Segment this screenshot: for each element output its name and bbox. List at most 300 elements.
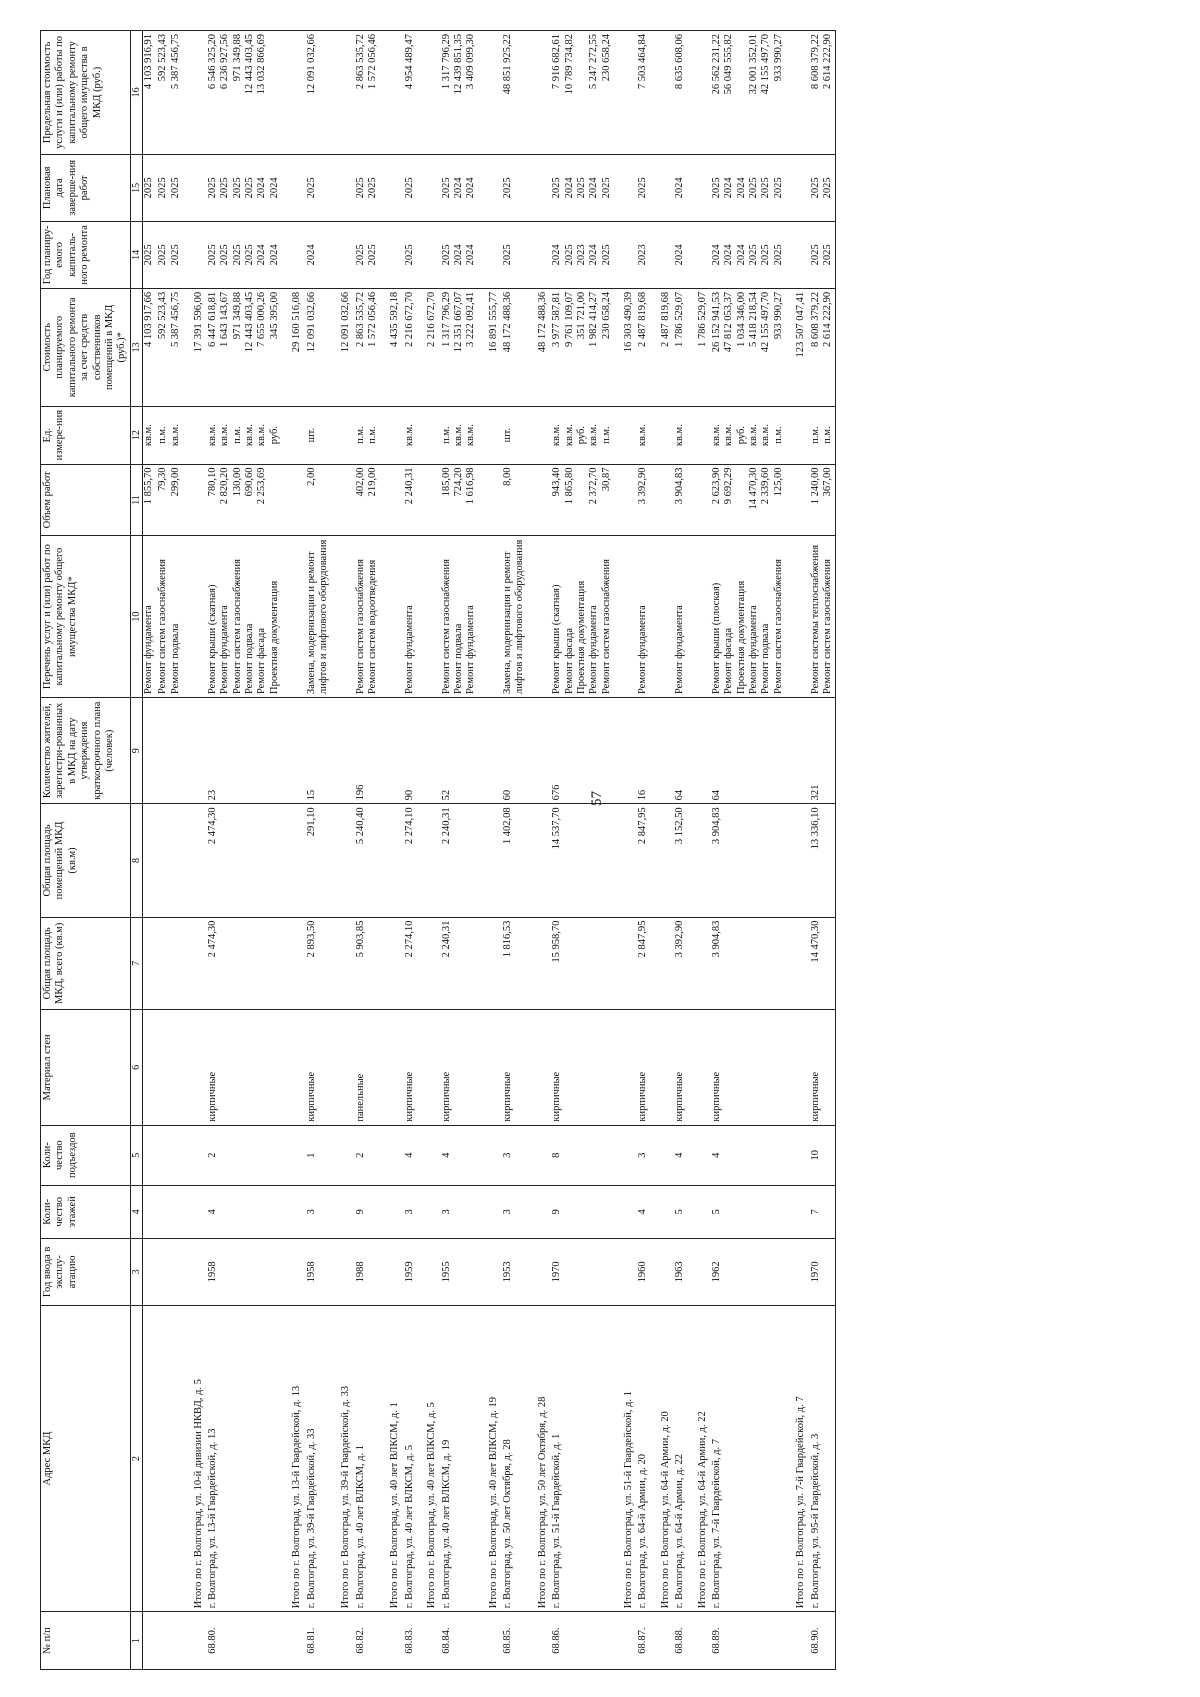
cell-col-3: 1958 (206, 1238, 282, 1305)
cell-line: 592 523,43 (156, 291, 168, 340)
cell-col-1 (331, 1612, 353, 1670)
cell-line: 2 372,70 (588, 467, 600, 505)
cell-line: 2024 (452, 177, 464, 199)
cell-line: Ремонт фасада (723, 628, 735, 695)
cell-line: 2025 (760, 244, 772, 266)
cell-line: шт. (305, 427, 317, 443)
cell-col-14 (614, 221, 636, 288)
cell-col-1: 68.90. (809, 1612, 836, 1670)
cell-line: 2025 (748, 177, 760, 199)
cell-line: 2024 (674, 244, 686, 266)
cell-col-11 (809, 464, 836, 536)
cell-line: 943,40 (551, 467, 563, 497)
cell-col-1 (614, 1612, 636, 1670)
cell-line: 2025 (143, 177, 155, 199)
cell-col-15 (651, 154, 673, 221)
cell-col-15 (550, 154, 614, 221)
cell-col-1 (170, 1612, 183, 1670)
cell-line: Ремонт фундамента (748, 605, 760, 695)
cell-col-15 (479, 154, 501, 221)
cell-col-16 (282, 31, 304, 155)
cell-line: 125,00 (772, 467, 784, 497)
cell-line: 2023 (575, 244, 587, 266)
cell-line: 10 789 734,82 (563, 34, 575, 95)
cell-line: Ремонт систем газоснабжения (440, 559, 452, 695)
cell-line: 2025 (156, 244, 168, 266)
cell-col-11 (157, 464, 170, 536)
cell-line: Ремонт подвала (244, 623, 256, 695)
cell-col-10 (528, 536, 550, 698)
cell-col-10 (417, 536, 439, 698)
cell-col-1 (651, 1612, 673, 1670)
cell-col-7 (380, 917, 402, 1009)
total-row (417, 31, 439, 1670)
cell-line: 2025 (772, 177, 784, 199)
cell-col-13 (305, 288, 332, 406)
cell-line: 2025 (637, 177, 649, 199)
cell-col-11 (206, 464, 282, 536)
cell-col-4: 5 (673, 1185, 687, 1238)
cell-col-10 (614, 536, 636, 698)
cell-col-6: кирпичные (501, 1010, 528, 1126)
table-row (305, 31, 332, 1670)
cell-col-7: 2 847,95 (636, 917, 650, 1009)
cell-col-9 (380, 698, 402, 804)
cell-line: 6 236 927,56 (219, 34, 231, 90)
cell-col-15 (305, 154, 332, 221)
cell-line: 5 247 272,55 (588, 34, 600, 90)
cell-line (736, 34, 748, 151)
cell-line: 2024 (723, 244, 735, 266)
cell-line: 2 216 672,70 (426, 291, 438, 347)
cell-line: 2025 (219, 177, 231, 199)
cell-line: 2,00 (305, 467, 317, 486)
cell-col-12 (809, 406, 836, 464)
cell-col-5: 8 (550, 1125, 614, 1185)
column-number-6: 6 (130, 1010, 143, 1126)
cell-line: Ремонт систем газоснабжения (821, 559, 833, 695)
cell-col-2: г. Волгоград, ул. 51-й Гвардейской, д. 1 (550, 1305, 614, 1611)
cell-line: 2 820,20 (219, 467, 231, 505)
cell-col-7 (331, 917, 353, 1009)
total-row (479, 31, 501, 1670)
cell-col-13 (501, 288, 528, 406)
cell-col-16 (403, 31, 417, 155)
cell-col-4 (170, 1185, 183, 1238)
cell-col-9: 15 (305, 698, 332, 804)
cell-col-6 (170, 1010, 183, 1126)
cell-col-5 (282, 1125, 304, 1185)
cell-line: 2024 (256, 244, 268, 266)
cell-line: 8 608 379,22 (809, 34, 821, 90)
column-number-row (130, 31, 143, 1670)
cell-col-12 (614, 406, 636, 464)
cell-line: 2 863 535,72 (354, 34, 366, 90)
cell-col-16 (673, 31, 687, 155)
cell-col-2: Итого по г. Волгоград, ул. 10-й дивизии НКВД, д. 5 (184, 1305, 206, 1611)
cell-line: 1 616,98 (465, 467, 477, 505)
cell-line: Ремонт фундамента (465, 605, 477, 695)
column-header-16: Предельная стоимость услуги и (или) работы по капитальному ремонту общего имущества в МКД (руб.) (41, 31, 131, 155)
cell-col-5 (143, 1125, 157, 1185)
cell-line: Замена, модернизация и ремонт лифтов и лифтового оборудования (305, 539, 329, 695)
cell-col-11 (501, 464, 528, 536)
column-header-14: Год планиру-емого капиталь-ного ремонта (41, 221, 131, 288)
cell-col-16 (651, 31, 673, 155)
cell-col-14 (786, 221, 808, 288)
cell-col-14 (282, 221, 304, 288)
cell-line: Ремонт фундамента (219, 605, 231, 695)
column-header-3: Год ввода в эксплу-атацию (41, 1238, 131, 1305)
column-number-11: 11 (130, 464, 143, 536)
cell-col-8 (170, 804, 183, 917)
cell-line: 2 863 535,72 (354, 291, 366, 347)
cell-col-3: 1958 (305, 1238, 332, 1305)
cell-col-2: Итого по г. Волгоград, ул. 40 лет ВЛКСМ, д. 19 (479, 1305, 501, 1611)
cell-col-1: 68.82. (354, 1612, 381, 1670)
cell-line: 1 865,80 (563, 467, 575, 505)
cell-line: 12 091 032,66 (340, 291, 352, 353)
cell-line: 780,10 (206, 467, 218, 497)
cell-col-8: 2 240,31 (440, 804, 479, 917)
cell-line: 4 103 916,91 (143, 34, 155, 90)
cell-line: Ремонт системы теплоснабжения (809, 544, 821, 695)
cell-col-5: 3 (501, 1125, 528, 1185)
cell-col-11 (528, 464, 550, 536)
cell-col-1: 68.89. (710, 1612, 786, 1670)
cell-col-2: Итого по г. Волгоград, ул. 7-й Гвардейской, д. 7 (786, 1305, 808, 1611)
cell-line (269, 34, 281, 151)
cell-col-15 (380, 154, 402, 221)
cell-col-15 (417, 154, 439, 221)
cell-col-9 (331, 698, 353, 804)
cell-col-14 (380, 221, 402, 288)
cell-line: 2 623,90 (710, 467, 722, 505)
cell-line: 1 643 143,67 (219, 291, 231, 347)
cell-col-6: кирпичные (550, 1010, 614, 1126)
cell-col-13 (417, 288, 439, 406)
cell-col-7: 3 904,83 (710, 917, 786, 1009)
cell-col-13 (331, 288, 353, 406)
cell-line: п.м. (156, 426, 168, 444)
cell-col-2: г. Волгоград, ул. 64-й Армии, д. 20 (636, 1305, 650, 1611)
cell-col-12 (282, 406, 304, 464)
cell-col-5 (786, 1125, 808, 1185)
cell-line: 2 614 222,90 (821, 34, 833, 90)
cell-col-11 (380, 464, 402, 536)
cell-line: 2024 (465, 177, 477, 199)
page-number: 57 (589, 791, 605, 806)
cell-line: 2024 (551, 244, 563, 266)
cell-col-11 (440, 464, 479, 536)
cell-line: 12 439 851,35 (452, 34, 464, 95)
cell-line: 3 222 092,41 (465, 291, 477, 347)
cell-col-1 (380, 1612, 402, 1670)
cell-col-5 (614, 1125, 636, 1185)
total-row (380, 31, 402, 1670)
cell-col-15 (354, 154, 381, 221)
cell-col-1 (688, 1612, 710, 1670)
cell-col-16 (380, 31, 402, 155)
cell-col-1 (282, 1612, 304, 1670)
cell-line: Ремонт подвала (452, 623, 464, 695)
cell-col-16 (614, 31, 636, 155)
cell-col-11 (786, 464, 808, 536)
cell-col-2 (157, 1305, 170, 1611)
cell-col-6 (688, 1010, 710, 1126)
cell-col-15 (206, 154, 282, 221)
cell-col-3: 1960 (636, 1238, 650, 1305)
cell-col-6 (479, 1010, 501, 1126)
cell-col-3: 1959 (403, 1238, 417, 1305)
cell-col-8: 3 152,50 (673, 804, 687, 917)
cell-col-1: 68.87. (636, 1612, 650, 1670)
column-number-1: 1 (130, 1612, 143, 1670)
column-header-11: Объем работ (41, 464, 131, 536)
cell-col-16 (170, 31, 183, 155)
cell-line (736, 468, 748, 533)
cell-col-13 (184, 288, 206, 406)
cell-col-10 (184, 536, 206, 698)
cell-col-3 (528, 1238, 550, 1305)
cell-line: 2025 (821, 177, 833, 199)
cell-line: 971 349,88 (231, 291, 243, 340)
cell-line: кв.м. (256, 424, 268, 447)
capital-repair-table (40, 30, 836, 1670)
cell-col-13 (170, 288, 183, 406)
cell-col-6 (786, 1010, 808, 1126)
cell-col-14 (417, 221, 439, 288)
cell-line: 1 572 056,46 (367, 291, 379, 347)
cell-line: 2025 (748, 244, 760, 266)
cell-col-13 (354, 288, 381, 406)
cell-col-16 (528, 31, 550, 155)
cell-col-13 (380, 288, 402, 406)
cell-line: 16 303 490,39 (623, 291, 635, 353)
cell-col-16 (786, 31, 808, 155)
cell-col-11 (479, 464, 501, 536)
cell-line: 367,00 (821, 467, 833, 497)
cell-col-1 (786, 1612, 808, 1670)
cell-col-2: г. Волгоград, ул. 7-й Гвардейской, д. 7 (710, 1305, 786, 1611)
cell-col-9: 60 (501, 698, 528, 804)
table-row (809, 31, 836, 1670)
cell-col-5 (651, 1125, 673, 1185)
cell-col-9: 196 (354, 698, 381, 804)
cell-col-15 (440, 154, 479, 221)
cell-col-5 (417, 1125, 439, 1185)
table-row (710, 31, 786, 1670)
cell-col-5: 10 (809, 1125, 836, 1185)
cell-line: 2025 (219, 244, 231, 266)
cell-col-11 (688, 464, 710, 536)
cell-col-8: 3 904,83 (710, 804, 786, 917)
column-header-15: Плановая дата заверше-ния работ (41, 154, 131, 221)
cell-line: 2025 (502, 244, 514, 266)
cell-line: 2025 (551, 177, 563, 199)
cell-col-2: Итого по г. Волгоград, ул. 50 лет Октября, д. 28 (528, 1305, 550, 1611)
cell-col-12 (184, 406, 206, 464)
cell-col-9 (688, 698, 710, 804)
cell-col-3: 1970 (550, 1238, 614, 1305)
cell-line: 47 812 053,37 (723, 291, 735, 353)
cell-col-4 (614, 1185, 636, 1238)
cell-col-7 (614, 917, 636, 1009)
cell-col-4: 3 (501, 1185, 528, 1238)
cell-line: кв.м. (760, 424, 772, 447)
cell-line: 933 990,27 (772, 34, 784, 82)
cell-col-1: 68.80. (206, 1612, 282, 1670)
cell-col-8 (688, 804, 710, 917)
cell-col-9 (143, 698, 157, 804)
cell-col-11 (417, 464, 439, 536)
cell-line: 185,00 (440, 467, 452, 497)
cell-line: кв.м. (403, 424, 415, 447)
cell-line: 56 049 555,82 (723, 34, 735, 95)
cell-col-14 (673, 221, 687, 288)
cell-col-3 (282, 1238, 304, 1305)
cell-col-12 (170, 406, 183, 464)
cell-col-7: 14 470,30 (809, 917, 836, 1009)
cell-line: 2025 (403, 177, 415, 199)
cell-col-6 (184, 1010, 206, 1126)
cell-col-6 (157, 1010, 170, 1126)
cell-line: 4 954 489,47 (403, 34, 415, 90)
cell-col-16 (809, 31, 836, 155)
cell-col-11 (403, 464, 417, 536)
cell-col-16 (417, 31, 439, 155)
cell-line: 2024 (588, 177, 600, 199)
cell-col-4: 9 (354, 1185, 381, 1238)
cell-line: 2025 (772, 244, 784, 266)
cell-col-15 (528, 154, 550, 221)
cell-col-16 (636, 31, 650, 155)
cell-line: Ремонт систем газоснабжения (231, 559, 243, 695)
cell-line: п.м. (600, 426, 612, 444)
cell-col-6 (143, 1010, 157, 1126)
cell-col-13 (440, 288, 479, 406)
cell-col-13 (688, 288, 710, 406)
cell-col-14 (710, 221, 786, 288)
cell-col-10 (710, 536, 786, 698)
cell-col-13 (550, 288, 614, 406)
cell-line: 2025 (809, 177, 821, 199)
cell-line: 14 470,30 (748, 467, 760, 510)
column-header-10: Перечень услуг и (или) работ по капитальному ремонту общего имущества МКД* (41, 536, 131, 698)
cell-line: 2024 (305, 244, 317, 266)
cell-line: руб. (268, 426, 280, 445)
cell-col-3 (688, 1238, 710, 1305)
column-number-5: 5 (130, 1125, 143, 1185)
cell-col-5 (184, 1125, 206, 1185)
cell-line: 2025 (403, 244, 415, 266)
cell-col-3 (786, 1238, 808, 1305)
total-row (651, 31, 673, 1670)
cell-line: 12 091 032,66 (305, 34, 317, 95)
cell-col-4 (331, 1185, 353, 1238)
cell-col-8: 2 474,30 (206, 804, 282, 917)
cell-col-12 (380, 406, 402, 464)
cell-line: 1 317 796,29 (440, 291, 452, 347)
cell-col-13 (673, 288, 687, 406)
cell-line (576, 468, 588, 533)
cell-col-9 (417, 698, 439, 804)
total-row (688, 31, 710, 1670)
cell-col-7: 2 240,31 (440, 917, 479, 1009)
cell-col-9: 676 (550, 698, 614, 804)
cell-line: руб. (735, 426, 747, 445)
cell-col-6 (651, 1010, 673, 1126)
cell-col-4: 4 (636, 1185, 650, 1238)
cell-col-15 (614, 154, 636, 221)
cell-col-12 (403, 406, 417, 464)
cell-col-6: кирпичные (710, 1010, 786, 1126)
cell-col-14 (528, 221, 550, 288)
cell-line: 5 418 218,54 (748, 291, 760, 347)
cell-line: кв.м. (206, 424, 218, 447)
cell-line: 2024 (735, 177, 747, 199)
cell-line: 299,00 (170, 467, 182, 497)
cell-line: 2025 (440, 177, 452, 199)
cell-col-14 (143, 221, 157, 288)
cell-line: 29 160 516,08 (291, 291, 303, 353)
cell-col-9 (651, 698, 673, 804)
cell-col-2: Итого по г. Волгоград, ул. 64-й Армии, д. 20 (651, 1305, 673, 1611)
cell-line: 17 391 596,00 (192, 291, 204, 353)
cell-col-9: 90 (403, 698, 417, 804)
column-number-13: 13 (130, 288, 143, 406)
cell-col-2: г. Волгоград, ул. 50 лет Октября, д. 28 (501, 1305, 528, 1611)
cell-col-7 (528, 917, 550, 1009)
cell-col-9: 52 (440, 698, 479, 804)
cell-col-8: 2 274,10 (403, 804, 417, 917)
cell-col-11 (143, 464, 157, 536)
cell-col-3: 1970 (809, 1238, 836, 1305)
cell-line: 2 487 819,68 (659, 291, 671, 347)
cell-col-3 (651, 1238, 673, 1305)
cell-col-5: 2 (354, 1125, 381, 1185)
cell-col-14 (305, 221, 332, 288)
cell-col-10 (157, 536, 170, 698)
cell-col-6: панельные (354, 1010, 381, 1126)
cell-col-4 (282, 1185, 304, 1238)
cell-col-3: 1953 (501, 1238, 528, 1305)
table-row (440, 31, 479, 1670)
cell-line: 971 349,88 (231, 34, 243, 82)
cell-col-12 (636, 406, 650, 464)
cell-line: 5 387 456,75 (170, 291, 182, 347)
cell-line: 2024 (723, 177, 735, 199)
cell-col-13 (479, 288, 501, 406)
table-row (157, 31, 170, 1670)
cell-line: 12 443 403,45 (244, 34, 256, 95)
cell-col-12 (710, 406, 786, 464)
cell-col-12 (206, 406, 282, 464)
cell-line: кв.м. (637, 424, 649, 447)
cell-line: 6 447 618,81 (206, 291, 218, 347)
cell-line: 13 032 866,69 (256, 34, 268, 95)
cell-line: 48 172 488,36 (536, 291, 548, 353)
cell-col-4 (651, 1185, 673, 1238)
cell-line: Ремонт крыши (скатная) (551, 584, 563, 695)
cell-line: 1 572 056,46 (367, 34, 379, 90)
cell-line: 30,87 (600, 467, 612, 492)
cell-col-16 (143, 31, 157, 155)
cell-col-5: 4 (710, 1125, 786, 1185)
table-row (550, 31, 614, 1670)
cell-line: п.м. (809, 426, 821, 444)
cell-col-5: 4 (403, 1125, 417, 1185)
